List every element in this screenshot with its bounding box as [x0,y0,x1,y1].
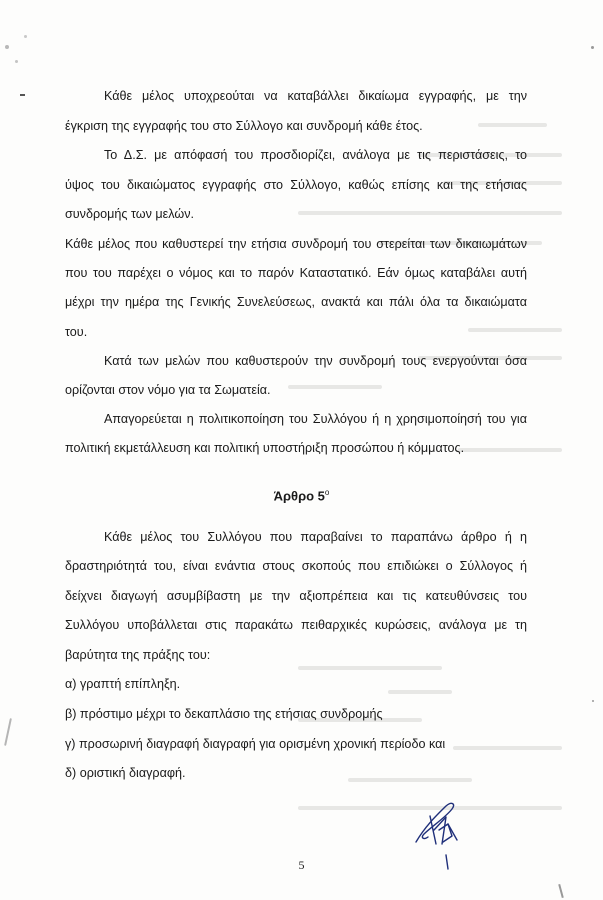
text-line: βαρύτητα της πράξης του: [65,648,211,662]
scan-speck [591,46,594,49]
text-line: δραστηριότητά του, είναι ενάντια στους σκοπούς που επιδιώκει ο Σύλλογος ή [65,559,527,573]
text-line: ύψος του δικαιώματος εγγραφής στο Σύλλογο, καθώς επίσης και της ετήσιας [65,178,527,192]
scan-speck [15,60,18,63]
text-line: Κάθε μέλος υποχρεούται να καταβάλλει δικαίωμα εγγραφής, με την [104,89,527,103]
text-line: Συλλόγου υποβάλλεται στις παρακάτω πειθαρχικές κυρώσεις, ανάλογα με τη [65,618,527,632]
text-line: που του παρέχει ο νόμος και το παρόν Καταστατικό. Εάν όμως καταβάλει αυτή [65,266,527,280]
text-line: έγκριση της εγγραφής του στο Σύλλογο και συνδρομή κάθε έτος. [65,119,423,133]
text-line: δείχνει διαγωγή ασυμβίβαστη με την αξιοπρέπεια και τις κατευθύνσεις του [65,589,527,603]
page-number: 5 [298,858,305,872]
scan-speck [5,45,9,49]
text-line: μέχρι την ημέρα της Γενικής Συνελεύσεως, ανακτά και πάλι όλα τα δικαιώματα [65,295,527,309]
scan-speck [558,884,564,898]
text-line: Κάθε μέλος που καθυστερεί την ετήσια συνδρομή του στερείται των δικαιωμάτων [65,237,527,251]
text-line: Το Δ.Σ. με απόφασή του προσδιορίζει, ανάλογα με τις περιστάσεις, το [104,148,527,162]
text-line: Κάθε μέλος του Συλλόγου που παραβαίνει το παραπάνω άρθρο ή η [104,530,527,544]
list-item: α) γραπτή επίπληξη. [65,677,181,691]
scan-speck [592,700,594,702]
scan-speck [24,35,27,38]
text-line: ορίζονται στον νόμο για τα Σωματεία. [65,383,271,397]
scan-speck [4,718,12,746]
text-line: πολιτική εκμετάλλευση και πολιτική υποστήριξη προσώπου ή κόμματος. [65,441,465,455]
text-line: Κατά των μελών που καθυστερούν την συνδρομή τους ενεργούνται όσα [104,354,527,368]
list-item: γ) προσωρινή διαγραφή διαγραφή για ορισμένη χρονική περίοδο και [65,737,446,751]
scan-speck [20,94,25,96]
article-heading-text: Άρθρο 5 [273,488,325,504]
list-item: δ) οριστική διαγραφή. [65,766,186,780]
text-line: Απαγορεύεται η πολιτικοποίηση του Συλλόγου ή η χρησιμοποίησή του για [104,412,527,426]
text-line: του. [65,325,88,339]
list-item: β) πρόστιμο μέχρι το δεκαπλάσιο της ετήσιας συνδρομής [65,707,383,721]
article-heading-superscript: ο [324,488,330,497]
article-heading [0,488,603,503]
text-line: συνδρομής των μελών. [65,207,194,221]
